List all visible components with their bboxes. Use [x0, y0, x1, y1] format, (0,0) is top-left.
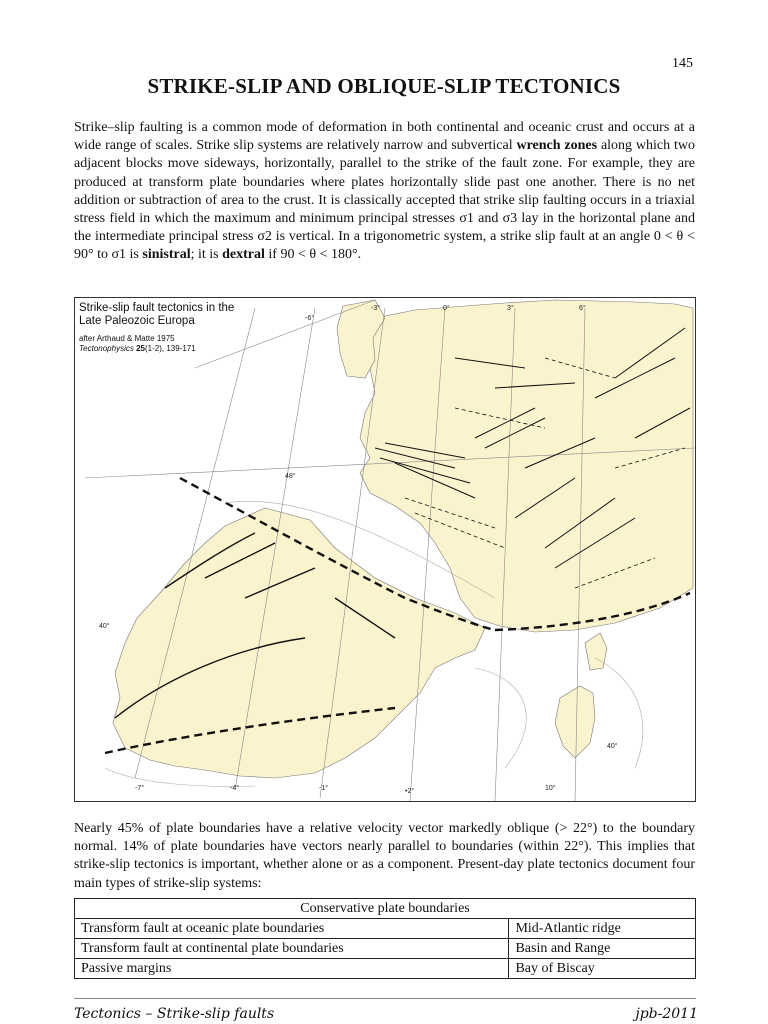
table-cell: Transform fault at continental plate boundaries	[75, 939, 509, 959]
fault-map	[75, 298, 695, 801]
lat-label-48: 48°	[285, 473, 296, 480]
lon-label-p2: •2°	[405, 788, 415, 795]
lon-label-m6: -6°	[305, 315, 315, 322]
footer-left: Tectonics – Strike-slip faults	[74, 1006, 275, 1022]
table-cell: Bay of Biscay	[509, 959, 696, 979]
lon-label-p3: 3°	[507, 305, 514, 312]
lat-label-40: 40°	[99, 623, 110, 630]
plate-boundaries-table	[74, 898, 696, 979]
sardinia-landmass	[555, 686, 595, 758]
fault-map-figure	[74, 297, 696, 802]
page-title: STRIKE-SLIP AND OBLIQUE-SLIP TECTONICS	[147, 74, 621, 98]
lon-label-m3: -3°	[371, 305, 381, 312]
lon-label-m1: -1°	[319, 785, 329, 792]
lat-label-40-right: 40°	[607, 743, 618, 750]
lon-label-p6: 6°	[579, 305, 586, 312]
footer-rule	[74, 998, 696, 999]
lon-label-m4: -4°	[230, 785, 240, 792]
table-row	[75, 959, 696, 979]
intro-paragraph: Strike–slip faulting is a common mode of deformation in both continental and oceanic crust and occurs at a wide range of scales. Strike slip systems are relatively narrow and subvertical wrench zones along which two adjacent blocks move sideways, horizontally, parallel to the strike of the fault zone. For example, they are produced at transform plate boundaries where plates horizontally slide past one another. There is no net addition or subtraction of area to the crust. It is classically accepted that strike slip faulting occurs in a triaxial stress field in which the maximum and minimum principal stresses σ1 and σ3 lay in the horizontal plane and the intermediate principal stress σ2 is vertical. In a trigonometric system, a strike slip fault at an angle 0 < θ < 90° to σ1 is sinistral; it is dextral if 90 < θ < 180°.	[74, 120, 695, 263]
figure-source: after Arthaud & Matte 1975 Tectonophysics 25(1-2), 139-171	[79, 334, 196, 353]
footer-right: jpb-2011	[635, 1006, 698, 1022]
lon-label-p10: 10°	[545, 785, 556, 792]
figure-caption: Strike-slip fault tectonics in the Late Paleozoic Europa	[79, 302, 235, 327]
table-row	[75, 939, 696, 959]
table-cell: Mid-Atlantic ridge	[509, 919, 696, 939]
corsica-landmass	[585, 633, 607, 670]
table-row	[75, 919, 696, 939]
table-cell: Passive margins	[75, 959, 509, 979]
page-number: 145	[672, 56, 693, 71]
table-header: Conservative plate boundaries	[75, 899, 696, 919]
lon-label-m7: -7°	[135, 785, 145, 792]
iberia-landmass	[113, 508, 485, 778]
plate-boundaries-paragraph: Nearly 45% of plate boundaries have a relative velocity vector markedly oblique (> 22°) to the boundary normal. 14% of plate boundaries have vectors nearly parallel to boundaries (within 22°). This implies that strike-slip tectonics is important, whether alone or as a component. Present-day plate tectonics document four main types of strike-slip systems:	[74, 821, 695, 891]
table-cell: Basin and Range	[509, 939, 696, 959]
lon-label-0: 0°	[443, 305, 450, 312]
table-cell: Transform fault at oceanic plate boundaries	[75, 919, 509, 939]
